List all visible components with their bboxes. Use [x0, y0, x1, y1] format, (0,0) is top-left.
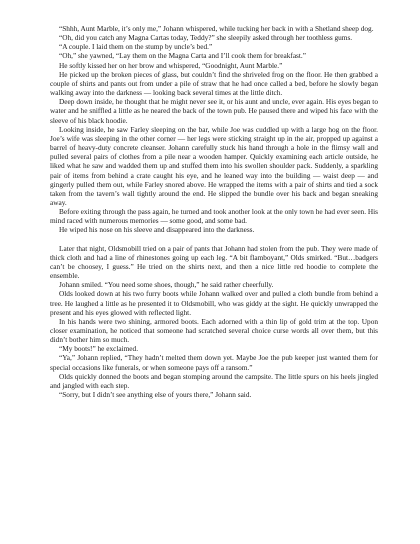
paragraph: Later that night, Oldsmobill tried on a pair of pants that Johann had stolen from the pub. They were made of thick cloth and had a line of rhinestones going up each leg. “A bit flamboyant,” Olds smirked. “But…badgers can’t be choosey, I guess.” He tried on the shirts next, and then a nice little red hoodie to complete the ensemble. [50, 243, 378, 281]
paragraph: “A couple. I laid them on the stump by uncle’s bed.” [59, 42, 213, 52]
paragraph: He wiped his nose on his sleeve and disappeared into the darkness. [59, 225, 255, 235]
paragraph: Before exiting through the pass again, he turned and took another look at the only town he had ever seen. His mind raced with numerous memories — some good, and some bad. [50, 207, 378, 226]
paragraph: In his hands were two shining, armored boots. Each adorned with a thin lip of gold trim at the top. Upon closer examination, he noticed that someone had scratched several choice curse words all over them, but this didn’t bother him so much. [50, 316, 378, 345]
paragraph: He picked up the broken pieces of glass, but couldn’t find the shriveled frog on the floor. He then grabbed a couple of shirts and pants out from under a pile of straw that he had once called a bed, before he slowly began walking away into the darkness — looking back several times at the little ditch. [50, 69, 378, 98]
paragraph: “Shhh, Aunt Marble, it’s only me,” Johann whispered, while tucking her back in with a Shetland sheep dog. [59, 24, 374, 33]
paragraph: “Ya,” Johann replied, “They hadn’t melted them down yet. Maybe Joe the pub keeper just wanted them for special occasions like funerals, or when someone pays off a ransom.” [50, 353, 378, 372]
paragraph: Deep down inside, he thought that he might never see it, or his aunt and uncle, ever again. His eyes began to water and he sniffled a little as he neared the back of the town pub. He paused there and wiped his face with the sleeve of his black hoodie. [50, 97, 378, 125]
paragraph: Looking inside, he saw Farley sleeping on the bar, while Joe was cuddled up with a large hog on the floor. Joe’s wife was sleeping in the other corner — her legs were sticking straight up in the air, propped up against a barrel of heavy-duty concrete cleanser. Johann carefully stuck his hand through a hole in the flimsy wall and pulled several pairs of clothes from a pile near a wooden hamper. Quickly examining each article outside, he liked what he saw and wadded them up and stuffed them into his swollen shoulder pack. Suddenly, a sparkling pair of items from behind a crate caught his eye, and he leaned way into the building — waist deep — and gingerly pulled them out, while Farley snored above. He wrapped the items with a pair of shirts and tied a sock taken from the tavern’s wall tightly around the end. He slipped the bundle over his back and began sneaking away. [50, 124, 378, 207]
paragraph: Olds looked down at his two furry boots while Johann walked over and pulled a cloth bundle from behind a tree. He laughed a little as he presented it to Oldsmobill, who was giddy at the sight. He quickly unwrapped the present and his eyes glowed with reflected light. [50, 289, 378, 317]
paragraph: Johann smiled. “You need some shoes, though,” he said rather cheerfully. [59, 280, 274, 290]
paragraph: “My boots!” he exclaimed. [59, 344, 139, 354]
paragraph: “Sorry, but I didn’t see anything else of yours there,” Johann said. [59, 390, 252, 400]
paragraph: “Oh, did you catch any Magna Cartas today, Teddy?” she sleepily asked through her toothless gums. [59, 33, 353, 43]
paragraph: He softly kissed her on her brow and whispered, “Goodnight, Aunt Marble.” [59, 60, 283, 70]
body-text [50, 24, 378, 399]
paragraph: “Oh,” she yawned, “Lay them on the Magna Carta and I’ll cook them for breakfast.” [59, 51, 306, 61]
paragraph: Olds quickly donned the boots and began stomping around the campsite. The little spurs on his heels jingled and jangled with each step. [50, 371, 378, 390]
scene-break [50, 235, 378, 244]
